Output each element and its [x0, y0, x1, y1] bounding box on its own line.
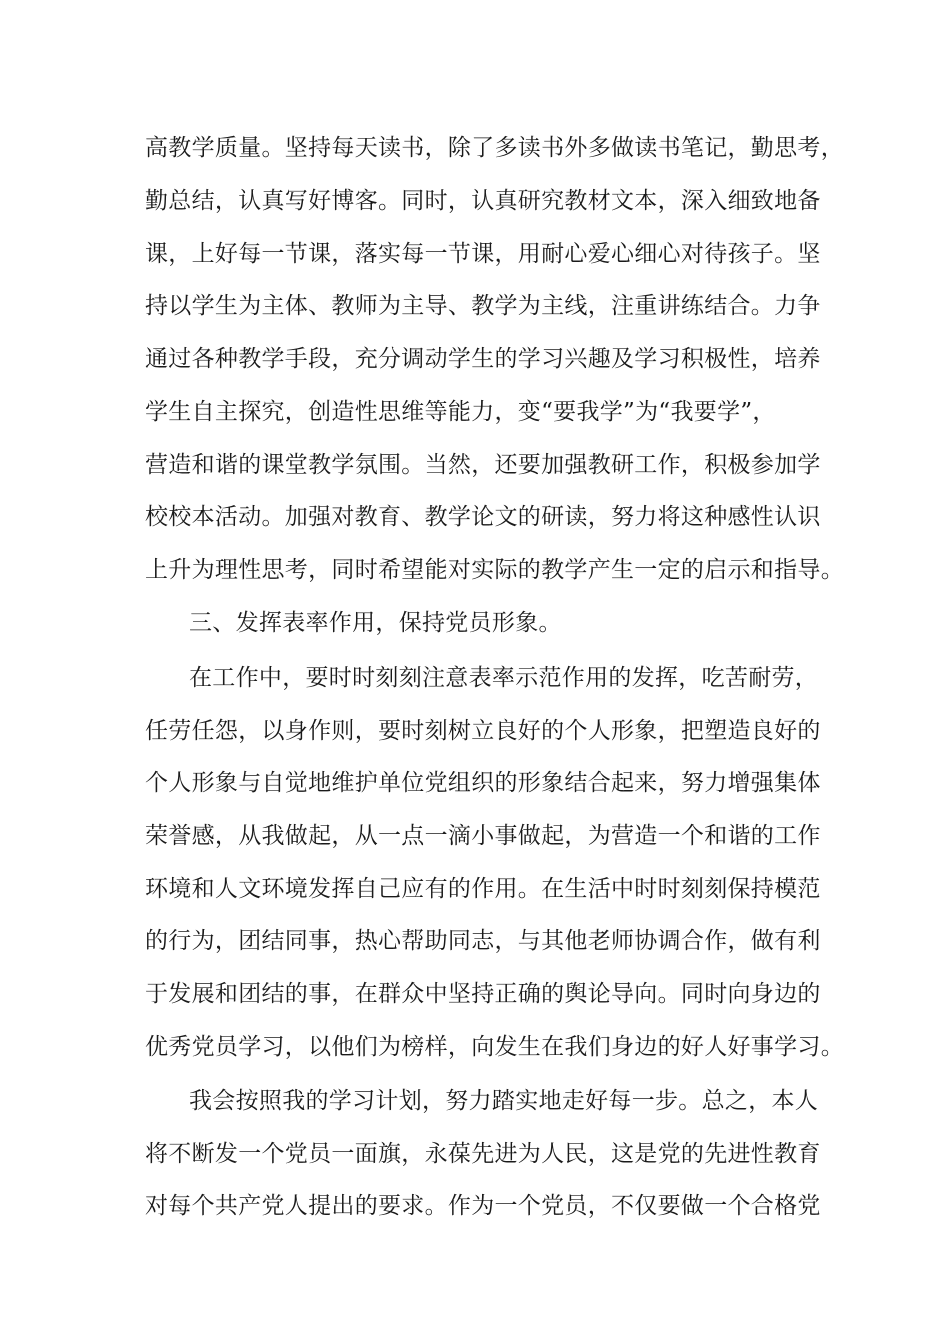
- text-line: 我会按照我的学习计划，努力踏实地走好每一步。总之，本人: [189, 1088, 819, 1114]
- section-heading: 三、发挥表率作用，保持党员形象。: [189, 610, 562, 636]
- text-line: 高教学质量。坚持每天读书，除了多读书外多做读书笔记，勤思考，: [145, 135, 844, 161]
- text-line: 营造和谐的课堂教学氛围。当然，还要加强教研工作，积极参加学: [145, 452, 821, 478]
- text-line: 任劳任怨，以身作则，要时刻树立良好的个人形象，把塑造良好的: [145, 718, 821, 744]
- text-line: 持以学生为主体、教师为主导、教学为主线，注重讲练结合。力争: [145, 293, 821, 319]
- text-line: 将不断发一个党员一面旗，永葆先进为人民，这是党的先进性教育: [145, 1141, 821, 1167]
- text-line: 通过各种教学手段，充分调动学生的学习兴趣及学习积极性，培养: [145, 346, 821, 372]
- text-line: 荣誉感，从我做起，从一点一滴小事做起，为营造一个和谐的工作: [145, 823, 821, 849]
- text-line: 在工作中，要时时刻刻注意表率示范作用的发挥，吃苦耐劳，: [189, 665, 819, 691]
- text-line: 的行为，团结同事，热心帮助同志，与其他老师协调合作，做有利: [145, 928, 821, 954]
- text-line: 于发展和团结的事，在群众中坚持正确的舆论导向。同时向身边的: [145, 981, 821, 1007]
- text-line: 勤总结，认真写好博客。同时，认真研究教材文本，深入细致地备: [145, 188, 821, 214]
- text-line: 个人形象与自觉地维护单位党组织的形象结合起来，努力增强集体: [145, 770, 821, 796]
- text-line: 环境和人文环境发挥自己应有的作用。在生活中时时刻刻保持模范: [145, 876, 821, 902]
- text-line: 上升为理性思考，同时希望能对实际的教学产生一定的启示和指导。: [145, 557, 844, 583]
- text-line: 校校本活动。加强对教育、教学论文的研读，努力将这种感性认识: [145, 504, 821, 530]
- text-line: 优秀党员学习，以他们为榜样，向发生在我们身边的好人好事学习。: [145, 1034, 844, 1060]
- text-line: 课，上好每一节课，落实每一节课，用耐心爱心细心对待孩子。坚: [145, 241, 821, 267]
- text-line: 对每个共产党人提出的要求。作为一个党员，不仅要做一个合格党: [145, 1193, 821, 1219]
- text-line: 学生自主探究，创造性思维等能力，变“要我学”为“我要学”，: [145, 399, 776, 425]
